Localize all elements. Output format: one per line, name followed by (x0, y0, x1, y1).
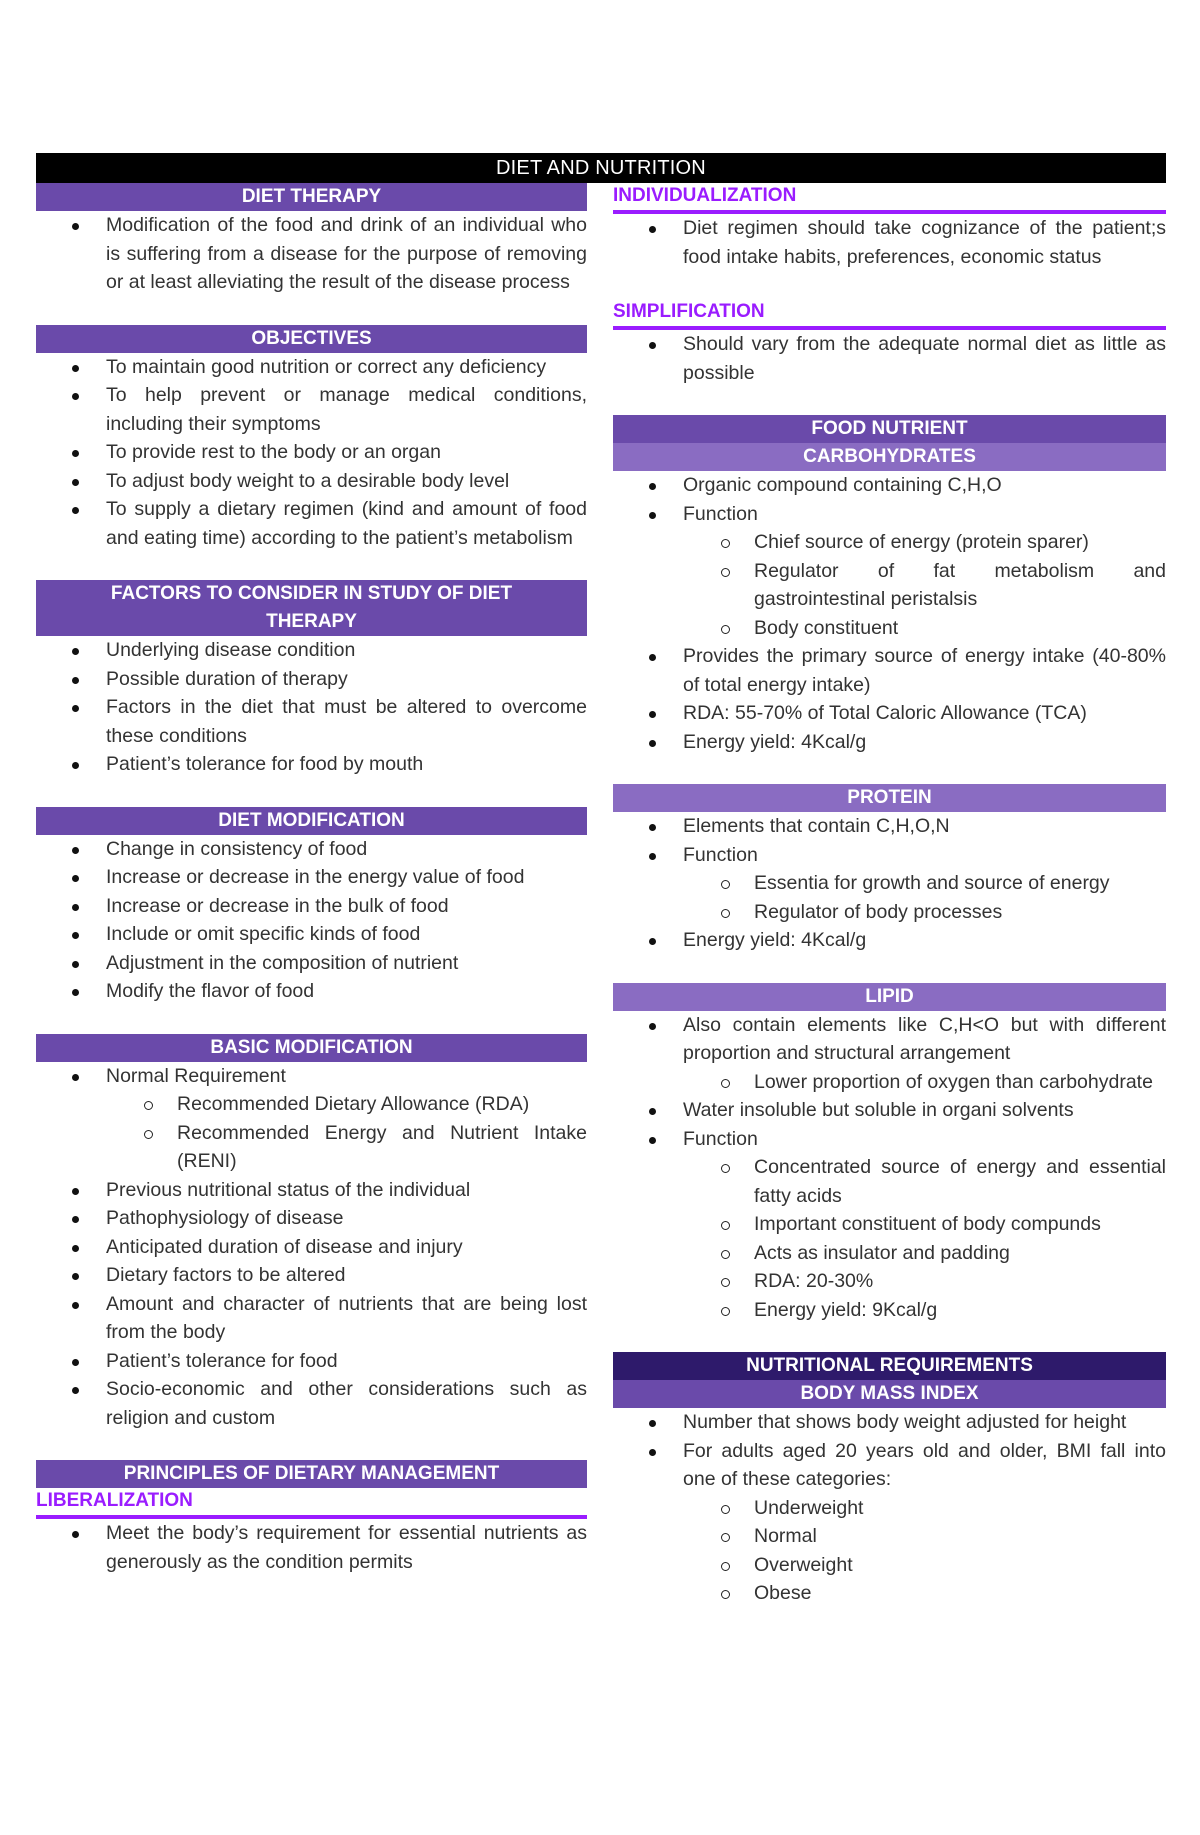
sub-list-item: Underweight (613, 1494, 1166, 1523)
list-item: Should vary from the adequate normal diet as little as possible (613, 330, 1166, 387)
sub-list-item: Chief source of energy (protein sparer) (613, 528, 1166, 557)
list-item: Normal Requirement (36, 1062, 587, 1091)
diet-modification-list (36, 835, 587, 1006)
sub-list-item: Recommended Dietary Allowance (RDA) (36, 1090, 587, 1119)
sub-list-item: Normal (613, 1522, 1166, 1551)
list-item: Energy yield: 4Kcal/g (613, 926, 1166, 955)
subheader-individualization: INDIVIDUALIZATION (613, 183, 1166, 214)
list-item: Anticipated duration of disease and injury (36, 1233, 587, 1262)
factors-list (36, 636, 587, 779)
sub-list-item: Body constituent (613, 614, 1166, 643)
list-item: For adults aged 20 years old and older, BMI fall into one of these categories: (613, 1437, 1166, 1494)
individualization-list (613, 214, 1166, 271)
section-header-basic-modification: BASIC MODIFICATION (36, 1034, 587, 1062)
list-item: Underlying disease condition (36, 636, 587, 665)
list-item: RDA: 55-70% of Total Caloric Allowance (TCA) (613, 699, 1166, 728)
list-item: Pathophysiology of disease (36, 1204, 587, 1233)
section-header-factors: FACTORS TO CONSIDER IN STUDY OF DIET THERAPY (36, 580, 587, 636)
section-header-protein: PROTEIN (613, 784, 1166, 812)
list-item: Increase or decrease in the energy value of food (36, 863, 587, 892)
subheader-liberalization: LIBERALIZATION (36, 1488, 587, 1519)
sub-list-item: Energy yield: 9Kcal/g (613, 1296, 1166, 1325)
sub-list-item: Overweight (613, 1551, 1166, 1580)
section-header-nutritional-requirements: NUTRITIONAL REQUIREMENTS (613, 1352, 1166, 1380)
list-item: Factors in the diet that must be altered to overcome these conditions (36, 693, 587, 750)
bmi-list (613, 1408, 1166, 1608)
list-item: Organic compound containing C,H,O (613, 471, 1166, 500)
sub-list-item: Acts as insulator and padding (613, 1239, 1166, 1268)
left-column (36, 183, 587, 1576)
section-header-principles: PRINCIPLES OF DIETARY MANAGEMENT (36, 1460, 587, 1488)
list-item: Possible duration of therapy (36, 665, 587, 694)
section-header-carbohydrates: CARBOHYDRATES (613, 443, 1166, 471)
sub-list-item: Recommended Energy and Nutrient Intake (RENI) (36, 1119, 587, 1176)
list-item: Function (613, 1125, 1166, 1154)
liberalization-list (36, 1519, 587, 1576)
list-item: Adjustment in the composition of nutrient (36, 949, 587, 978)
list-item: Elements that contain C,H,O,N (613, 812, 1166, 841)
subheader-simplification: SIMPLIFICATION (613, 299, 1166, 330)
sub-list-item: Obese (613, 1579, 1166, 1608)
list-item: Diet regimen should take cognizance of the patient;s food intake habits, preferences, economic status (613, 214, 1166, 271)
list-item: Include or omit specific kinds of food (36, 920, 587, 949)
list-item: Meet the body’s requirement for essential nutrients as generously as the condition permits (36, 1519, 587, 1576)
document-page (36, 153, 1166, 1604)
list-item: Patient’s tolerance for food by mouth (36, 750, 587, 779)
basic-modification-list (36, 1062, 587, 1433)
right-column (613, 183, 1166, 1608)
simplification-list (613, 330, 1166, 387)
list-item: Patient’s tolerance for food (36, 1347, 587, 1376)
objectives-list (36, 353, 587, 553)
sub-list-item: RDA: 20-30% (613, 1267, 1166, 1296)
section-header-bmi: BODY MASS INDEX (613, 1380, 1166, 1408)
list-item: Previous nutritional status of the individual (36, 1176, 587, 1205)
list-item: Function (613, 500, 1166, 529)
list-item: Number that shows body weight adjusted for height (613, 1408, 1166, 1437)
list-item: To help prevent or manage medical conditions, including their symptoms (36, 381, 587, 438)
list-item: Increase or decrease in the bulk of food (36, 892, 587, 921)
document-title: DIET AND NUTRITION (36, 153, 1166, 183)
section-header-objectives: OBJECTIVES (36, 325, 587, 353)
lipid-list (613, 1011, 1166, 1325)
diet-therapy-list (36, 211, 587, 297)
list-item: To adjust body weight to a desirable body level (36, 467, 587, 496)
carbohydrates-list (613, 471, 1166, 756)
section-header-diet-therapy: DIET THERAPY (36, 183, 587, 211)
sub-list-item: Important constituent of body compunds (613, 1210, 1166, 1239)
list-item: Socio-economic and other considerations such as religion and custom (36, 1375, 587, 1432)
sub-list-item: Regulator of body processes (613, 898, 1166, 927)
list-item: Modify the flavor of food (36, 977, 587, 1006)
list-item: Function (613, 841, 1166, 870)
list-item: Change in consistency of food (36, 835, 587, 864)
list-item: Energy yield: 4Kcal/g (613, 728, 1166, 757)
sub-list-item: Concentrated source of energy and essential fatty acids (613, 1153, 1166, 1210)
section-header-diet-modification: DIET MODIFICATION (36, 807, 587, 835)
protein-list (613, 812, 1166, 955)
list-item: Dietary factors to be altered (36, 1261, 587, 1290)
sub-list-item: Essentia for growth and source of energy (613, 869, 1166, 898)
list-item: Provides the primary source of energy intake (40-80% of total energy intake) (613, 642, 1166, 699)
sub-list-item: Regulator of fat metabolism and gastrointestinal peristalsis (613, 557, 1166, 614)
list-item: To maintain good nutrition or correct any deficiency (36, 353, 587, 382)
list-item: Modification of the food and drink of an individual who is suffering from a disease for the purpose of removing or at least alleviating the result of the disease process (36, 211, 587, 297)
list-item: To provide rest to the body or an organ (36, 438, 587, 467)
sub-list-item: Lower proportion of oxygen than carbohydrate (613, 1068, 1166, 1097)
list-item: To supply a dietary regimen (kind and amount of food and eating time) according to the patient’s metabolism (36, 495, 587, 552)
list-item: Amount and character of nutrients that are being lost from the body (36, 1290, 587, 1347)
list-item: Also contain elements like C,H<O but with different proportion and structural arrangement (613, 1011, 1166, 1068)
list-item: Water insoluble but soluble in organi solvents (613, 1096, 1166, 1125)
section-header-food-nutrient: FOOD NUTRIENT (613, 415, 1166, 443)
section-header-lipid: LIPID (613, 983, 1166, 1011)
